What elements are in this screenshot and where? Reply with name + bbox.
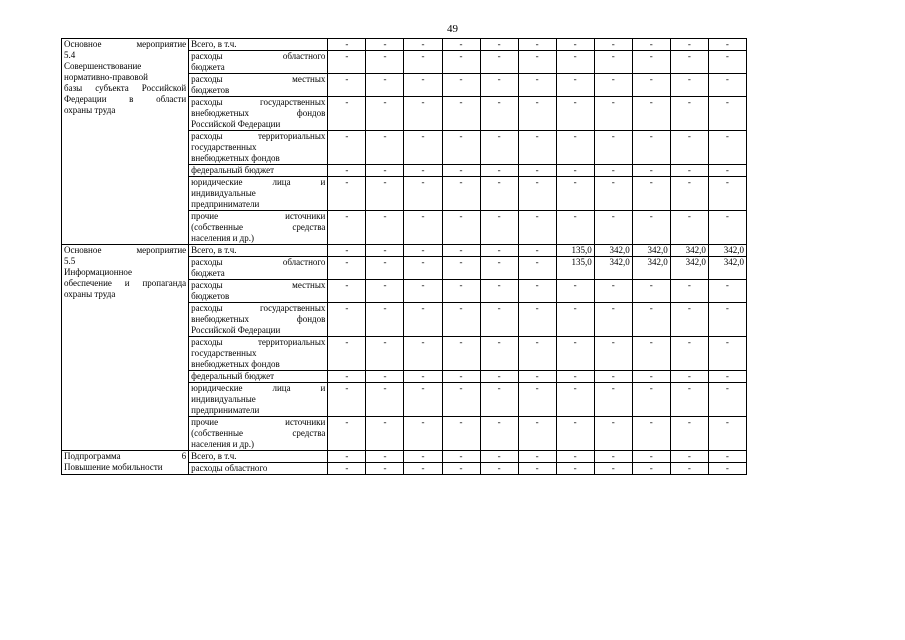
value-cell: -	[518, 74, 556, 97]
value-cell: -	[366, 371, 404, 383]
value-cell: -	[328, 337, 366, 371]
value-cell: -	[518, 211, 556, 245]
value-cell: -	[442, 245, 480, 257]
value-cell: -	[670, 383, 708, 417]
value-cell: -	[518, 371, 556, 383]
funding-source-cell	[189, 97, 328, 131]
value-cell: -	[366, 97, 404, 131]
value-cell: -	[708, 39, 746, 51]
value-cell: -	[404, 165, 442, 177]
value-cell: -	[442, 131, 480, 165]
value-cell: -	[404, 463, 442, 475]
funding-source-cell	[189, 383, 328, 417]
value-cell: -	[594, 131, 632, 165]
value-cell: -	[594, 280, 632, 303]
value-cell: -	[404, 280, 442, 303]
value-cell: -	[518, 417, 556, 451]
value-cell: -	[670, 303, 708, 337]
value-cell: -	[404, 371, 442, 383]
funding-source-line: населения и др.)	[191, 439, 254, 449]
value-cell: -	[480, 51, 518, 74]
funding-source-line: расходы местных	[191, 280, 326, 290]
funding-source-cell	[189, 74, 328, 97]
funding-source-line: юридические лица и	[191, 383, 326, 393]
value-cell: -	[556, 177, 594, 211]
value-cell: -	[404, 97, 442, 131]
value-cell: -	[708, 383, 746, 417]
value-cell: -	[328, 74, 366, 97]
value-cell: -	[328, 463, 366, 475]
value-cell: -	[632, 337, 670, 371]
value-cell: -	[480, 417, 518, 451]
funding-source-line: государственных	[191, 348, 257, 358]
funding-source-line: расходы территориальных	[191, 337, 326, 347]
funding-source-line: расходы областного	[191, 463, 268, 473]
value-cell: 342,0	[594, 245, 632, 257]
value-cell: -	[442, 371, 480, 383]
value-cell: 135,0	[556, 257, 594, 280]
value-cell: -	[594, 371, 632, 383]
value-cell: -	[556, 97, 594, 131]
value-cell: -	[670, 74, 708, 97]
value-cell: -	[518, 337, 556, 371]
funding-source-cell	[189, 51, 328, 74]
value-cell: 342,0	[708, 245, 746, 257]
value-cell: -	[366, 177, 404, 211]
funding-source-cell	[189, 131, 328, 165]
page-number: 49	[447, 23, 458, 35]
value-cell: -	[518, 257, 556, 280]
value-cell: -	[708, 280, 746, 303]
value-cell: -	[442, 303, 480, 337]
value-cell: -	[556, 383, 594, 417]
funding-source-line: расходы областного	[191, 257, 326, 267]
value-cell: -	[480, 303, 518, 337]
value-cell: -	[670, 451, 708, 463]
funding-source-cell	[189, 211, 328, 245]
funding-source-line: предприниматели	[191, 405, 260, 415]
value-cell: -	[328, 371, 366, 383]
value-cell: -	[670, 131, 708, 165]
value-cell: -	[442, 39, 480, 51]
value-cell: -	[442, 417, 480, 451]
value-cell: -	[594, 211, 632, 245]
value-cell: -	[670, 177, 708, 211]
value-cell: 342,0	[670, 245, 708, 257]
value-cell: -	[670, 371, 708, 383]
activity-line: Информационное	[64, 267, 133, 277]
value-cell: -	[518, 451, 556, 463]
value-cell: -	[480, 165, 518, 177]
value-cell: -	[670, 211, 708, 245]
value-cell: -	[518, 51, 556, 74]
value-cell: -	[518, 131, 556, 165]
value-cell: -	[366, 463, 404, 475]
value-cell: -	[670, 417, 708, 451]
value-cell: -	[556, 51, 594, 74]
value-cell: -	[480, 97, 518, 131]
value-cell: -	[442, 211, 480, 245]
funding-source-line: бюджетов	[191, 85, 230, 95]
value-cell: -	[480, 131, 518, 165]
funding-source-line: внебюджетных фондов	[191, 359, 280, 369]
value-cell: -	[670, 165, 708, 177]
funding-source-line: внебюджетных фондов	[191, 153, 280, 163]
value-cell: -	[670, 463, 708, 475]
funding-source-cell	[189, 371, 328, 383]
value-cell: -	[556, 211, 594, 245]
activity-line: Совершенствование	[64, 61, 142, 71]
value-cell: -	[366, 211, 404, 245]
value-cell: -	[594, 39, 632, 51]
value-cell: -	[594, 383, 632, 417]
funding-source-cell	[189, 337, 328, 371]
value-cell: -	[328, 177, 366, 211]
value-cell: -	[708, 211, 746, 245]
value-cell: -	[404, 257, 442, 280]
activity-line: обеспечение и пропаганда	[64, 278, 187, 288]
value-cell: -	[518, 165, 556, 177]
value-cell: -	[404, 245, 442, 257]
value-cell: -	[328, 303, 366, 337]
activity-cell	[62, 245, 189, 451]
activity-line: Федерации в области	[64, 94, 187, 104]
funding-source-line: (собственные средства	[191, 428, 326, 438]
value-cell: -	[594, 165, 632, 177]
funding-source-line: Российской Федерации	[191, 119, 281, 129]
value-cell: -	[708, 165, 746, 177]
funding-source-line: расходы государственных	[191, 97, 326, 107]
value-cell: -	[556, 337, 594, 371]
value-cell: -	[556, 451, 594, 463]
value-cell: -	[518, 463, 556, 475]
value-cell: -	[594, 337, 632, 371]
value-cell: -	[632, 371, 670, 383]
activity-line: Подпрограмма 6	[64, 451, 187, 461]
value-cell: -	[404, 39, 442, 51]
value-cell: -	[328, 280, 366, 303]
value-cell: -	[632, 463, 670, 475]
value-cell: -	[518, 177, 556, 211]
value-cell: -	[404, 74, 442, 97]
value-cell: -	[480, 245, 518, 257]
value-cell: -	[670, 51, 708, 74]
value-cell: -	[442, 51, 480, 74]
activity-line: Повышение мобильности	[64, 462, 163, 472]
table-body	[62, 39, 747, 475]
value-cell: -	[632, 51, 670, 74]
activity-line: базы субъекта Российской	[64, 83, 187, 93]
value-cell: -	[328, 417, 366, 451]
value-cell: -	[556, 371, 594, 383]
value-cell: -	[632, 131, 670, 165]
value-cell: -	[556, 463, 594, 475]
value-cell: -	[404, 177, 442, 211]
funding-source-line: прочие источники	[191, 417, 326, 427]
value-cell: -	[404, 383, 442, 417]
value-cell: -	[328, 51, 366, 74]
funding-source-line: прочие источники	[191, 211, 326, 221]
value-cell: -	[518, 39, 556, 51]
value-cell: -	[404, 451, 442, 463]
value-cell: -	[480, 463, 518, 475]
value-cell: -	[404, 417, 442, 451]
value-cell: -	[366, 417, 404, 451]
value-cell: -	[632, 177, 670, 211]
funding-source-line: государственных	[191, 142, 257, 152]
value-cell: -	[556, 165, 594, 177]
value-cell: -	[328, 383, 366, 417]
value-cell: -	[708, 177, 746, 211]
funding-source-line: бюджета	[191, 268, 225, 278]
value-cell: -	[518, 280, 556, 303]
funding-source-line: бюджетов	[191, 291, 230, 301]
value-cell: -	[632, 383, 670, 417]
funding-source-line: внебюджетных фондов	[191, 314, 326, 324]
value-cell: -	[556, 417, 594, 451]
value-cell: -	[442, 383, 480, 417]
funding-source-line: населения и др.)	[191, 233, 254, 243]
value-cell: -	[632, 303, 670, 337]
value-cell: -	[366, 280, 404, 303]
value-cell: -	[480, 74, 518, 97]
value-cell: 342,0	[594, 257, 632, 280]
table-row	[62, 451, 747, 463]
value-cell: -	[404, 211, 442, 245]
funding-source-line: Всего, в т.ч.	[191, 451, 237, 461]
value-cell: 342,0	[632, 257, 670, 280]
value-cell: -	[366, 245, 404, 257]
value-cell: -	[518, 383, 556, 417]
value-cell: -	[632, 451, 670, 463]
value-cell: -	[404, 303, 442, 337]
value-cell: -	[632, 280, 670, 303]
funding-source-cell	[189, 39, 328, 51]
value-cell: -	[328, 451, 366, 463]
value-cell: -	[708, 463, 746, 475]
funding-source-line: расходы государственных	[191, 303, 326, 313]
value-cell: -	[480, 371, 518, 383]
value-cell: -	[366, 74, 404, 97]
value-cell: -	[594, 97, 632, 131]
value-cell: -	[404, 51, 442, 74]
value-cell: -	[480, 177, 518, 211]
funding-source-cell	[189, 165, 328, 177]
activity-line: охраны труда	[64, 289, 116, 299]
funding-source-cell	[189, 417, 328, 451]
value-cell: -	[632, 417, 670, 451]
funding-source-line: бюджета	[191, 62, 225, 72]
value-cell: -	[328, 165, 366, 177]
value-cell: -	[708, 451, 746, 463]
funding-source-line: Российской Федерации	[191, 325, 281, 335]
value-cell: -	[708, 131, 746, 165]
value-cell: -	[708, 51, 746, 74]
value-cell: -	[594, 463, 632, 475]
value-cell: -	[442, 337, 480, 371]
value-cell: -	[594, 451, 632, 463]
value-cell: -	[670, 337, 708, 371]
value-cell: -	[328, 257, 366, 280]
funding-source-line: федеральный бюджет	[191, 371, 275, 381]
value-cell: -	[366, 51, 404, 74]
value-cell: -	[442, 463, 480, 475]
value-cell: -	[632, 39, 670, 51]
funding-source-cell	[189, 257, 328, 280]
value-cell: -	[442, 74, 480, 97]
value-cell: -	[708, 74, 746, 97]
funding-source-line: внебюджетных фондов	[191, 108, 326, 118]
funding-source-line: Всего, в т.ч.	[191, 39, 237, 49]
value-cell: -	[594, 177, 632, 211]
value-cell: -	[442, 165, 480, 177]
value-cell: 342,0	[632, 245, 670, 257]
value-cell: -	[366, 131, 404, 165]
value-cell: -	[366, 257, 404, 280]
value-cell: -	[708, 303, 746, 337]
activity-line: Основное мероприятие	[64, 39, 187, 49]
value-cell: -	[480, 383, 518, 417]
value-cell: -	[442, 451, 480, 463]
funding-source-line: Всего, в т.ч.	[191, 245, 237, 255]
value-cell: -	[594, 51, 632, 74]
funding-source-line: расходы местных	[191, 74, 326, 84]
value-cell: -	[328, 131, 366, 165]
funding-source-cell	[189, 451, 328, 463]
funding-source-cell	[189, 177, 328, 211]
value-cell: -	[328, 39, 366, 51]
value-cell: -	[632, 74, 670, 97]
funding-source-line: расходы областного	[191, 51, 326, 61]
value-cell: 342,0	[708, 257, 746, 280]
activity-line: 5.5	[64, 256, 76, 266]
value-cell: -	[594, 74, 632, 97]
funding-source-cell	[189, 303, 328, 337]
funding-source-line: индивидуальные	[191, 394, 256, 404]
value-cell: 135,0	[556, 245, 594, 257]
activity-line: Основное мероприятие	[64, 245, 187, 255]
table-row	[62, 245, 747, 257]
value-cell: -	[442, 280, 480, 303]
value-cell: -	[594, 417, 632, 451]
value-cell: -	[518, 303, 556, 337]
value-cell: -	[670, 280, 708, 303]
activity-line: нормативно-правовой	[64, 72, 148, 82]
value-cell: -	[442, 257, 480, 280]
activity-cell	[62, 451, 189, 475]
value-cell: -	[480, 257, 518, 280]
value-cell: -	[404, 131, 442, 165]
value-cell: -	[556, 131, 594, 165]
funding-source-line: индивидуальные	[191, 188, 256, 198]
value-cell: -	[366, 39, 404, 51]
value-cell: -	[556, 280, 594, 303]
value-cell: -	[328, 97, 366, 131]
funding-source-line: (собственные средства	[191, 222, 326, 232]
value-cell: -	[366, 337, 404, 371]
value-cell: -	[632, 211, 670, 245]
value-cell: -	[708, 97, 746, 131]
value-cell: -	[480, 211, 518, 245]
value-cell: -	[366, 383, 404, 417]
value-cell: -	[328, 211, 366, 245]
value-cell: -	[442, 97, 480, 131]
value-cell: -	[556, 39, 594, 51]
value-cell: -	[556, 303, 594, 337]
funding-source-line: федеральный бюджет	[191, 165, 275, 175]
value-cell: -	[404, 337, 442, 371]
funding-source-cell	[189, 245, 328, 257]
funding-source-line: предприниматели	[191, 199, 260, 209]
value-cell: -	[556, 74, 594, 97]
value-cell: -	[708, 371, 746, 383]
funding-source-line: расходы территориальных	[191, 131, 326, 141]
value-cell: 342,0	[670, 257, 708, 280]
value-cell: -	[366, 451, 404, 463]
value-cell: -	[328, 245, 366, 257]
value-cell: -	[594, 303, 632, 337]
value-cell: -	[480, 337, 518, 371]
funding-source-cell	[189, 280, 328, 303]
value-cell: -	[670, 97, 708, 131]
value-cell: -	[366, 165, 404, 177]
value-cell: -	[518, 245, 556, 257]
value-cell: -	[480, 280, 518, 303]
value-cell: -	[518, 97, 556, 131]
value-cell: -	[480, 451, 518, 463]
value-cell: -	[708, 337, 746, 371]
funding-source-cell	[189, 463, 328, 475]
activity-line: охраны труда	[64, 105, 116, 115]
activity-line: 5.4	[64, 50, 76, 60]
value-cell: -	[632, 165, 670, 177]
value-cell: -	[632, 97, 670, 131]
value-cell: -	[480, 39, 518, 51]
value-cell: -	[670, 39, 708, 51]
value-cell: -	[708, 417, 746, 451]
value-cell: -	[442, 177, 480, 211]
funding-table	[61, 38, 747, 475]
value-cell: -	[366, 303, 404, 337]
table-row	[62, 39, 747, 51]
activity-cell	[62, 39, 189, 245]
funding-source-line: юридические лица и	[191, 177, 326, 187]
